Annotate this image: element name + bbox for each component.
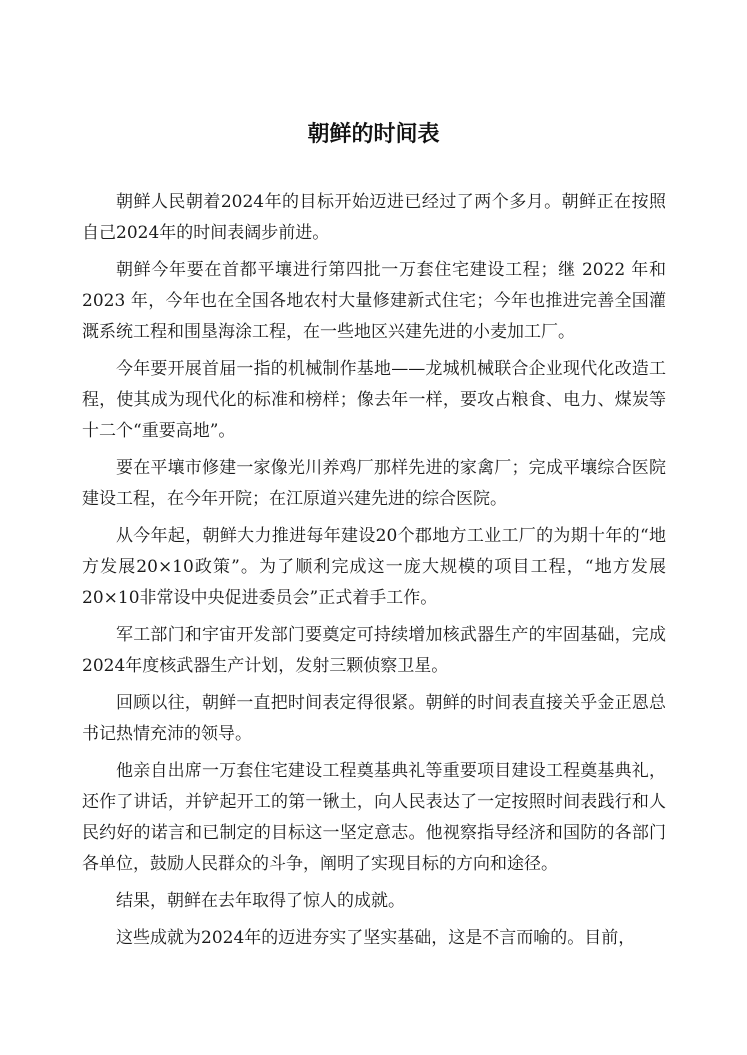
paragraph: 朝鲜人民朝着2024年的目标开始迈进已经过了两个多月。朝鲜正在按照自己2024年的时间表阔步前进。 (82, 192, 666, 243)
document-title: 朝鲜的时间表 (307, 122, 440, 147)
paragraph: 朝鲜今年要在首都平壤进行第四批一万套住宅建设工程；继 2022 年和 2023 年，今年也在全国各地农村大量修建新式住宅；今年也推进完善全国灌溉系统工程和围垦海涂工程，在一些地区兴建先进的小麦加工厂。 (82, 260, 666, 342)
document-body (82, 187, 666, 954)
paragraph: 结果，朝鲜在去年取得了惊人的成就。 (116, 891, 405, 911)
paragraph: 从今年起，朝鲜大力推进每年建设20个郡地方工业工厂的为期十年的“地方发展20×10政策”。为了顺利完成这一庞大规模的项目工程，“地方发展20×10非常设中央促进委员会”正式着手工作。 (82, 526, 666, 608)
paragraph: 他亲自出席一万套住宅建设工程奠基典礼等重要项目建设工程奠基典礼，还作了讲话，并铲起开工的第一锹土，向人民表达了一定按照时间表践行和人民约好的诺言和已制定的目标这一坚定意志。他视察指导经济和国防的各部门各单位，鼓励人民群众的斗争，阐明了实现目标的方向和途径。 (82, 761, 666, 874)
paragraph: 回顾以往，朝鲜一直把时间表定得很紧。朝鲜的时间表直接关乎金正恩总书记热情充沛的领导。 (82, 693, 666, 744)
paragraph: 要在平壤市修建一家像光川养鸡厂那样先进的家禽厂；完成平壤综合医院建设工程，在今年开院；在江原道兴建先进的综合医院。 (82, 458, 666, 509)
paragraph: 这些成就为2024年的迈进夯实了坚实基础，这是不言而喻的。目前， (116, 928, 636, 948)
paragraph: 今年要开展首届一指的机械制作基地——龙城机械联合企业现代化改造工程，使其成为现代化的标准和榜样；像去年一样，要攻占粮食、电力、煤炭等十二个“重要高地”。 (82, 359, 666, 441)
paragraph: 军工部门和宇宙开发部门要奠定可持续增加核武器生产的牢固基础，完成2024年度核武器生产计划，发射三颗侦察卫星。 (82, 625, 666, 676)
